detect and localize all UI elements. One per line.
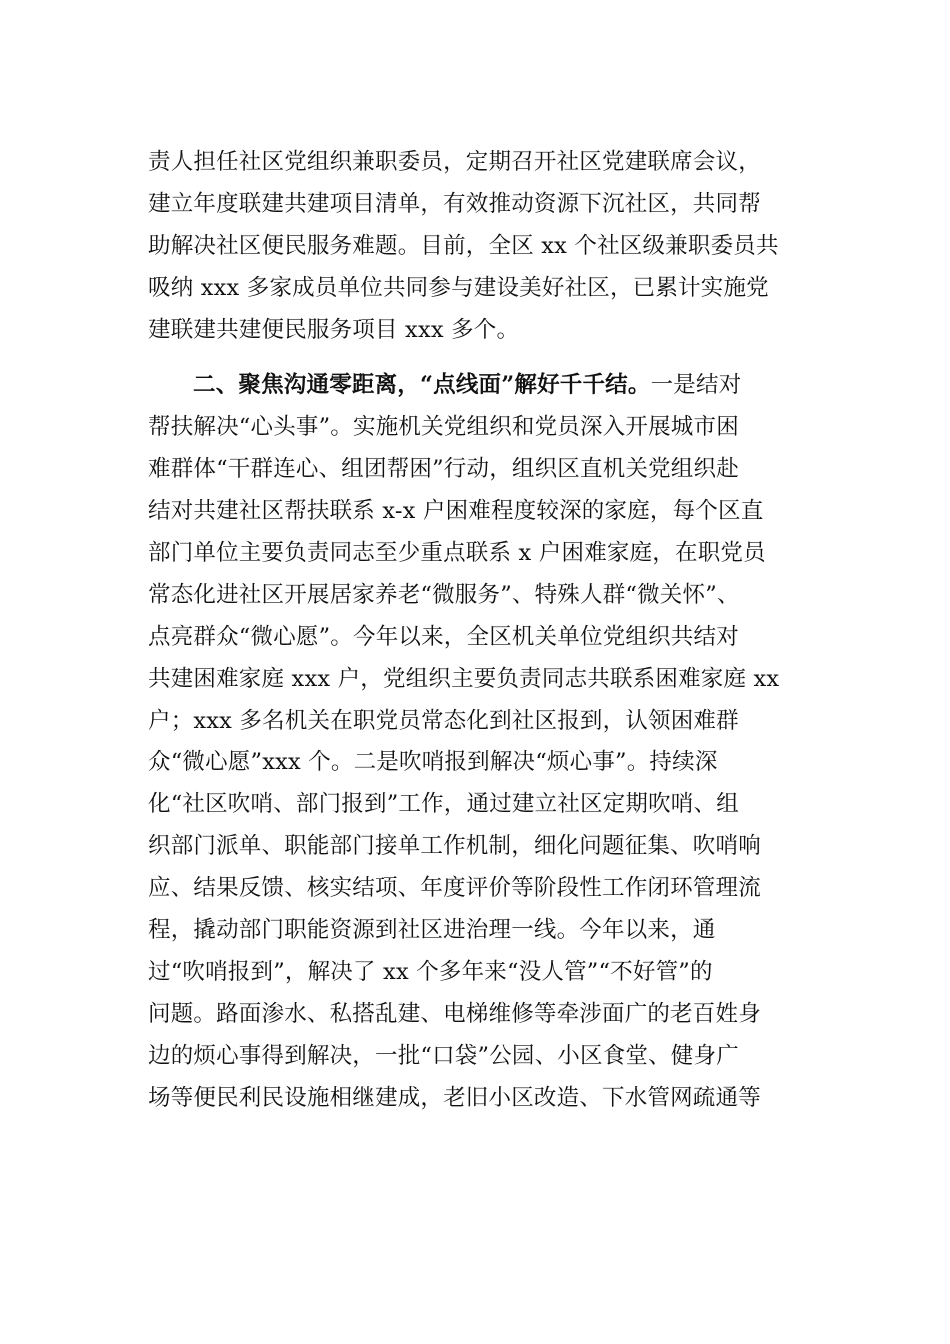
paragraph-first-line bbox=[148, 365, 838, 407]
paragraph-line: 程，撬动部门职能资源到社区进治理一线。今年以来，通 bbox=[148, 917, 716, 944]
paragraph-line: 建立年度联建共建项目清单，有效推动资源下沉社区，共同帮 bbox=[148, 190, 761, 217]
paragraph-2 bbox=[148, 365, 838, 1119]
paragraph-line: 吸纳 xxx 多家成员单位共同参与建设美好社区，已累计实施党 bbox=[148, 274, 769, 301]
paragraph-line: 难群体“干群连心、组团帮困”行动，组织区直机关党组织赴 bbox=[148, 456, 739, 483]
paragraph-line: 问题。路面渗水、私搭乱建、电梯维修等牵涉面广的老百姓身 bbox=[148, 1000, 761, 1027]
paragraph-line: 助解决社区便民服务难题。目前，全区 xx 个社区级兼职委员共 bbox=[148, 232, 779, 259]
heading-continuation: 一是结对 bbox=[650, 372, 742, 399]
paragraph-line: 点亮群众“微心愿”。今年以来，全区机关单位党组织共结对 bbox=[148, 623, 739, 650]
paragraph-line: 过“吹哨报到”，解决了 xx 个多年来“没人管”“不好管”的 bbox=[148, 958, 713, 985]
paragraph-1 bbox=[148, 142, 838, 351]
paragraph-line: 责人担任社区党组织兼职委员，定期召开社区党建联席会议， bbox=[148, 149, 761, 175]
document-body bbox=[148, 142, 838, 1119]
paragraph-line: 常态化进社区开展居家养老“微服务”、特殊人群“微关怀”、 bbox=[148, 581, 740, 608]
paragraph-line: 众“微心愿”xxx 个。二是吹哨报到解决“烦心事”。持续深 bbox=[148, 749, 718, 776]
paragraph-line: 边的烦心事得到解决，一批“口袋”公园、小区食堂、健身广 bbox=[148, 1042, 739, 1069]
paragraph-spacer bbox=[148, 351, 838, 365]
paragraph-line: 化“社区吹哨、部门报到”工作，通过建立社区定期吹哨、组 bbox=[148, 791, 739, 818]
paragraph-line: 建联建共建便民服务项目 xxx 多个。 bbox=[148, 316, 520, 343]
paragraph-line: 织部门派单、职能部门接单工作机制，细化问题征集、吹哨响 bbox=[148, 833, 761, 860]
paragraph-line: 共建困难家庭 xxx 户，党组织主要负责同志共联系困难家庭 xx bbox=[148, 665, 780, 692]
section-heading: 二、聚焦沟通零距离，“点线面”解好千千结。 bbox=[193, 372, 651, 399]
paragraph-line: 结对共建社区帮扶联系 x-x 户困难程度较深的家庭，每个区直 bbox=[148, 498, 764, 525]
paragraph-line: 帮扶解决“心头事”。实施机关党组织和党员深入开展城市困 bbox=[148, 414, 739, 441]
paragraph-line: 户；xxx 多名机关在职党员常态化到社区报到，认领困难群 bbox=[148, 707, 739, 734]
paragraph-line: 场等便民利民设施相继建成，老旧小区改造、下水管网疏通等 bbox=[148, 1084, 761, 1111]
paragraph-line: 应、结果反馈、核实结项、年度评价等阶段性工作闭环管理流 bbox=[148, 875, 761, 902]
paragraph-line: 部门单位主要负责同志至少重点联系 x 户困难家庭，在职党员 bbox=[148, 540, 766, 567]
